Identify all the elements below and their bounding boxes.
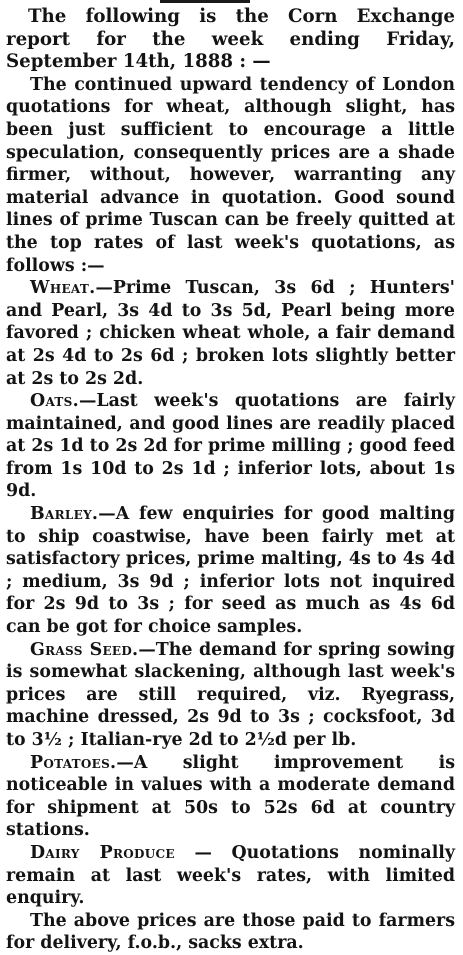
- section-heading-barley: Barley.: [30, 504, 99, 525]
- section-heading-grass-seed: Grass Seed.: [30, 639, 139, 660]
- section-text-wheat: —Prime Tuscan, 3s 6d ; Hunters' and Pearl, 3s 4d to 3s 5d, Pearl being more favored ; chicken wheat whole, a fair demand at 2s 4d to 2s 6d ; broken lots slightly better at 2s to 2s 2d.: [6, 278, 455, 389]
- section-barley: [6, 503, 455, 639]
- section-oats: [6, 390, 455, 503]
- article-intro: The following is the Corn Exchange report for the week ending Friday, September 14th, 1888 : —: [6, 6, 455, 73]
- section-text-dairy-produce: — Quotations nominally remain at last week's rates, with limited enquiry.: [6, 842, 456, 909]
- corn-exchange-article: [6, 6, 455, 955]
- section-wheat: [6, 277, 455, 390]
- section-heading-potatoes: Potatoes.: [30, 752, 117, 773]
- section-grass-seed: [6, 639, 455, 752]
- section-text-grass-seed: —The demand for spring sowing is somewhat slackening, although last week's prices are still required, viz. Ryegrass, machine dressed, 2s 9d to 3s ; cocksfoot, 3d to 3½ ; Italian-rye 2d to 2½d per lb.: [6, 639, 455, 750]
- section-text-barley: —A few enquiries for good malting to ship coastwise, have been fairly met at satisfactory prices, prime malting, 4s to 4s 4d ; medium, 3s 9d ; inferior lots not inquired for 2s 9d to 3s ; for seed as much as 4s 6d can be got for choice samples.: [6, 504, 455, 638]
- market-overview: The continued upward tendency of London quotations for wheat, although slight, has been just sufficient to encourage a little speculation, consequently prices are a shade firmer, without, however, warranting any material advance in quotation. Good sound lines of prime Tuscan can be freely quitted at the top rates of last week's quotations, as follows :—: [6, 74, 455, 276]
- section-potatoes: [6, 752, 455, 842]
- section-text-potatoes: —A slight improvement is noticeable in values with a moderate demand for shipment at 50s to 52s 6d at country stations.: [6, 752, 455, 841]
- section-heading-wheat: Wheat.: [30, 278, 96, 299]
- section-heading-dairy-produce: Dairy Produce: [30, 842, 175, 863]
- section-text-oats: —Last week's quotations are fairly maintained, and good lines are readily placed at 2s 1d to 2s 2d for prime milling ; good feed from 1s 10d to 2s 1d ; inferior lots, about 1s 9d.: [6, 391, 455, 502]
- section-dairy-produce: [6, 842, 455, 910]
- closing-note: The above prices are those paid to farmers for delivery, f.o.b., sacks extra.: [6, 910, 455, 954]
- section-heading-oats: Oats.: [30, 391, 79, 412]
- top-rule: [160, 0, 250, 3]
